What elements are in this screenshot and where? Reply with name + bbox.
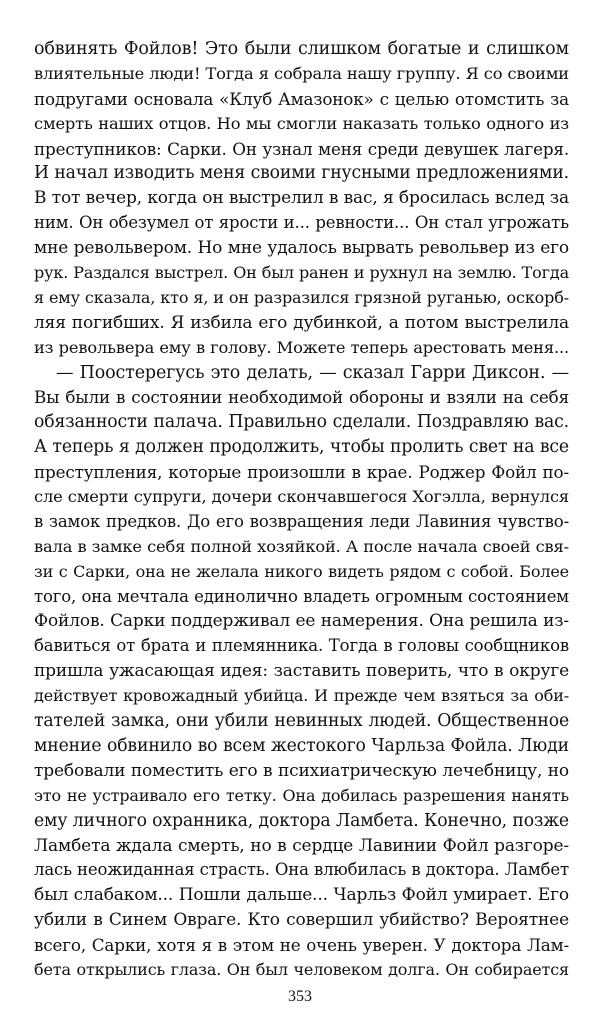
text-line: Вы были в состоянии необходимой обороны и взяли на себя bbox=[34, 387, 569, 408]
text-line: рук. Раздался выстрел. Он был ранен и рухнул на землю. Тогда bbox=[34, 263, 569, 283]
text-line: ему личного охранника, доктора Ламбета. Конечно, позже bbox=[34, 810, 569, 831]
body-text bbox=[34, 37, 569, 983]
text-line: из револьвера ему в голову. Можете теперь арестовать меня... bbox=[34, 337, 569, 357]
text-line: Ламбета ждала смерть, но в сердце Лавинии Фойл разгоре- bbox=[34, 835, 569, 856]
text-line: в замок предков. До его возвращения леди Лавиния чувство- bbox=[34, 511, 569, 531]
text-line: И начал изводить меня своими гнусными предложениями. bbox=[34, 163, 569, 184]
text-line: лась неожиданная страсть. Она влюбилась в доктора. Ламбет bbox=[34, 860, 569, 880]
text-line: был слабаком... Пошли дальше... Чарльз Фойл умирает. Его bbox=[34, 885, 569, 906]
text-line: вала в замке себя полной хозяйкой. А после начала своей свя- bbox=[34, 536, 569, 556]
text-line: бета открылись глаза. Он был человеком долга. Он собирается bbox=[34, 959, 569, 979]
text-line: В тот вечер, когда он выстрелил в вас, я бросилась вслед за bbox=[34, 188, 569, 209]
text-line: — Поостерегусь это делать, — сказал Гарри Диксон. — bbox=[56, 362, 569, 383]
text-line: мнение обвинило во всем жестокого Чарльза Фойла. Люди bbox=[34, 735, 569, 756]
text-line: зи с Сарки, она не желала никого видеть рядом с собой. Более bbox=[34, 561, 569, 581]
text-line: действует кровожадный убийца. И прежде чем взяться за оби- bbox=[34, 686, 569, 706]
text-line: всего, Сарки, хотя я в этом не очень уверен. У доктора Лам- bbox=[34, 935, 569, 956]
text-line: я ему сказала, кто я, и он разразился грязной руганью, оскорб- bbox=[34, 287, 569, 307]
page-number: 353 bbox=[288, 988, 312, 1005]
text-line: преступников: Сарки. Он узнал меня среди девушек лагеря. bbox=[34, 138, 569, 159]
text-line: тателей замка, они убили невинных людей. Общественное bbox=[34, 711, 569, 732]
text-line: влиятельные люди! Тогда я собрала нашу группу. Я со своими bbox=[34, 63, 569, 83]
text-line: это не устраивало его тетку. Она добилась разрешения нанять bbox=[34, 785, 569, 805]
text-line: убили в Синем Овраге. Кто совершил убийство? Вероятнее bbox=[34, 910, 569, 931]
text-line: подругами основала «Клуб Амазонок» с целью отомстить за bbox=[34, 88, 569, 109]
text-line: требовали поместить его в психиатрическую лечебницу, но bbox=[34, 760, 569, 781]
text-line: ляя погибших. Я избила его дубинкой, а потом выстрелила bbox=[34, 312, 569, 333]
text-line: обязанности палача. Правильно сделали. Поздравляю вас. bbox=[34, 412, 569, 433]
text-line: того, она мечтала единолично владеть огромным состоянием bbox=[34, 586, 569, 606]
text-line: ним. Он обезумел от ярости и... ревности... Он стал угрожать bbox=[34, 213, 569, 233]
text-line: Фойлов. Сарки поддерживал ее намерения. Она решила из- bbox=[34, 611, 569, 632]
text-line: обвинять Фойлов! Это были слишком богатые и слишком bbox=[34, 39, 569, 59]
text-line: пришла ужасающая идея: заставить поверить, что в округе bbox=[34, 661, 569, 682]
text-line: смерть наших отцов. Но мы смогли наказать только одного из bbox=[34, 113, 569, 133]
text-line: преступления, которые произошли в крае. Роджер Фойл по- bbox=[34, 462, 569, 483]
text-line: мне револьвером. Но мне удалось вырвать револьвер из его bbox=[34, 238, 569, 259]
text-line: бавиться от брата и племянника. Тогда в головы сообщников bbox=[34, 636, 569, 656]
text-line: А теперь я должен продолжить, чтобы пролить свет на все bbox=[34, 437, 569, 458]
text-line: сле смерти супруги, дочери скончавшегося Хогэлла, вернулся bbox=[34, 487, 569, 507]
